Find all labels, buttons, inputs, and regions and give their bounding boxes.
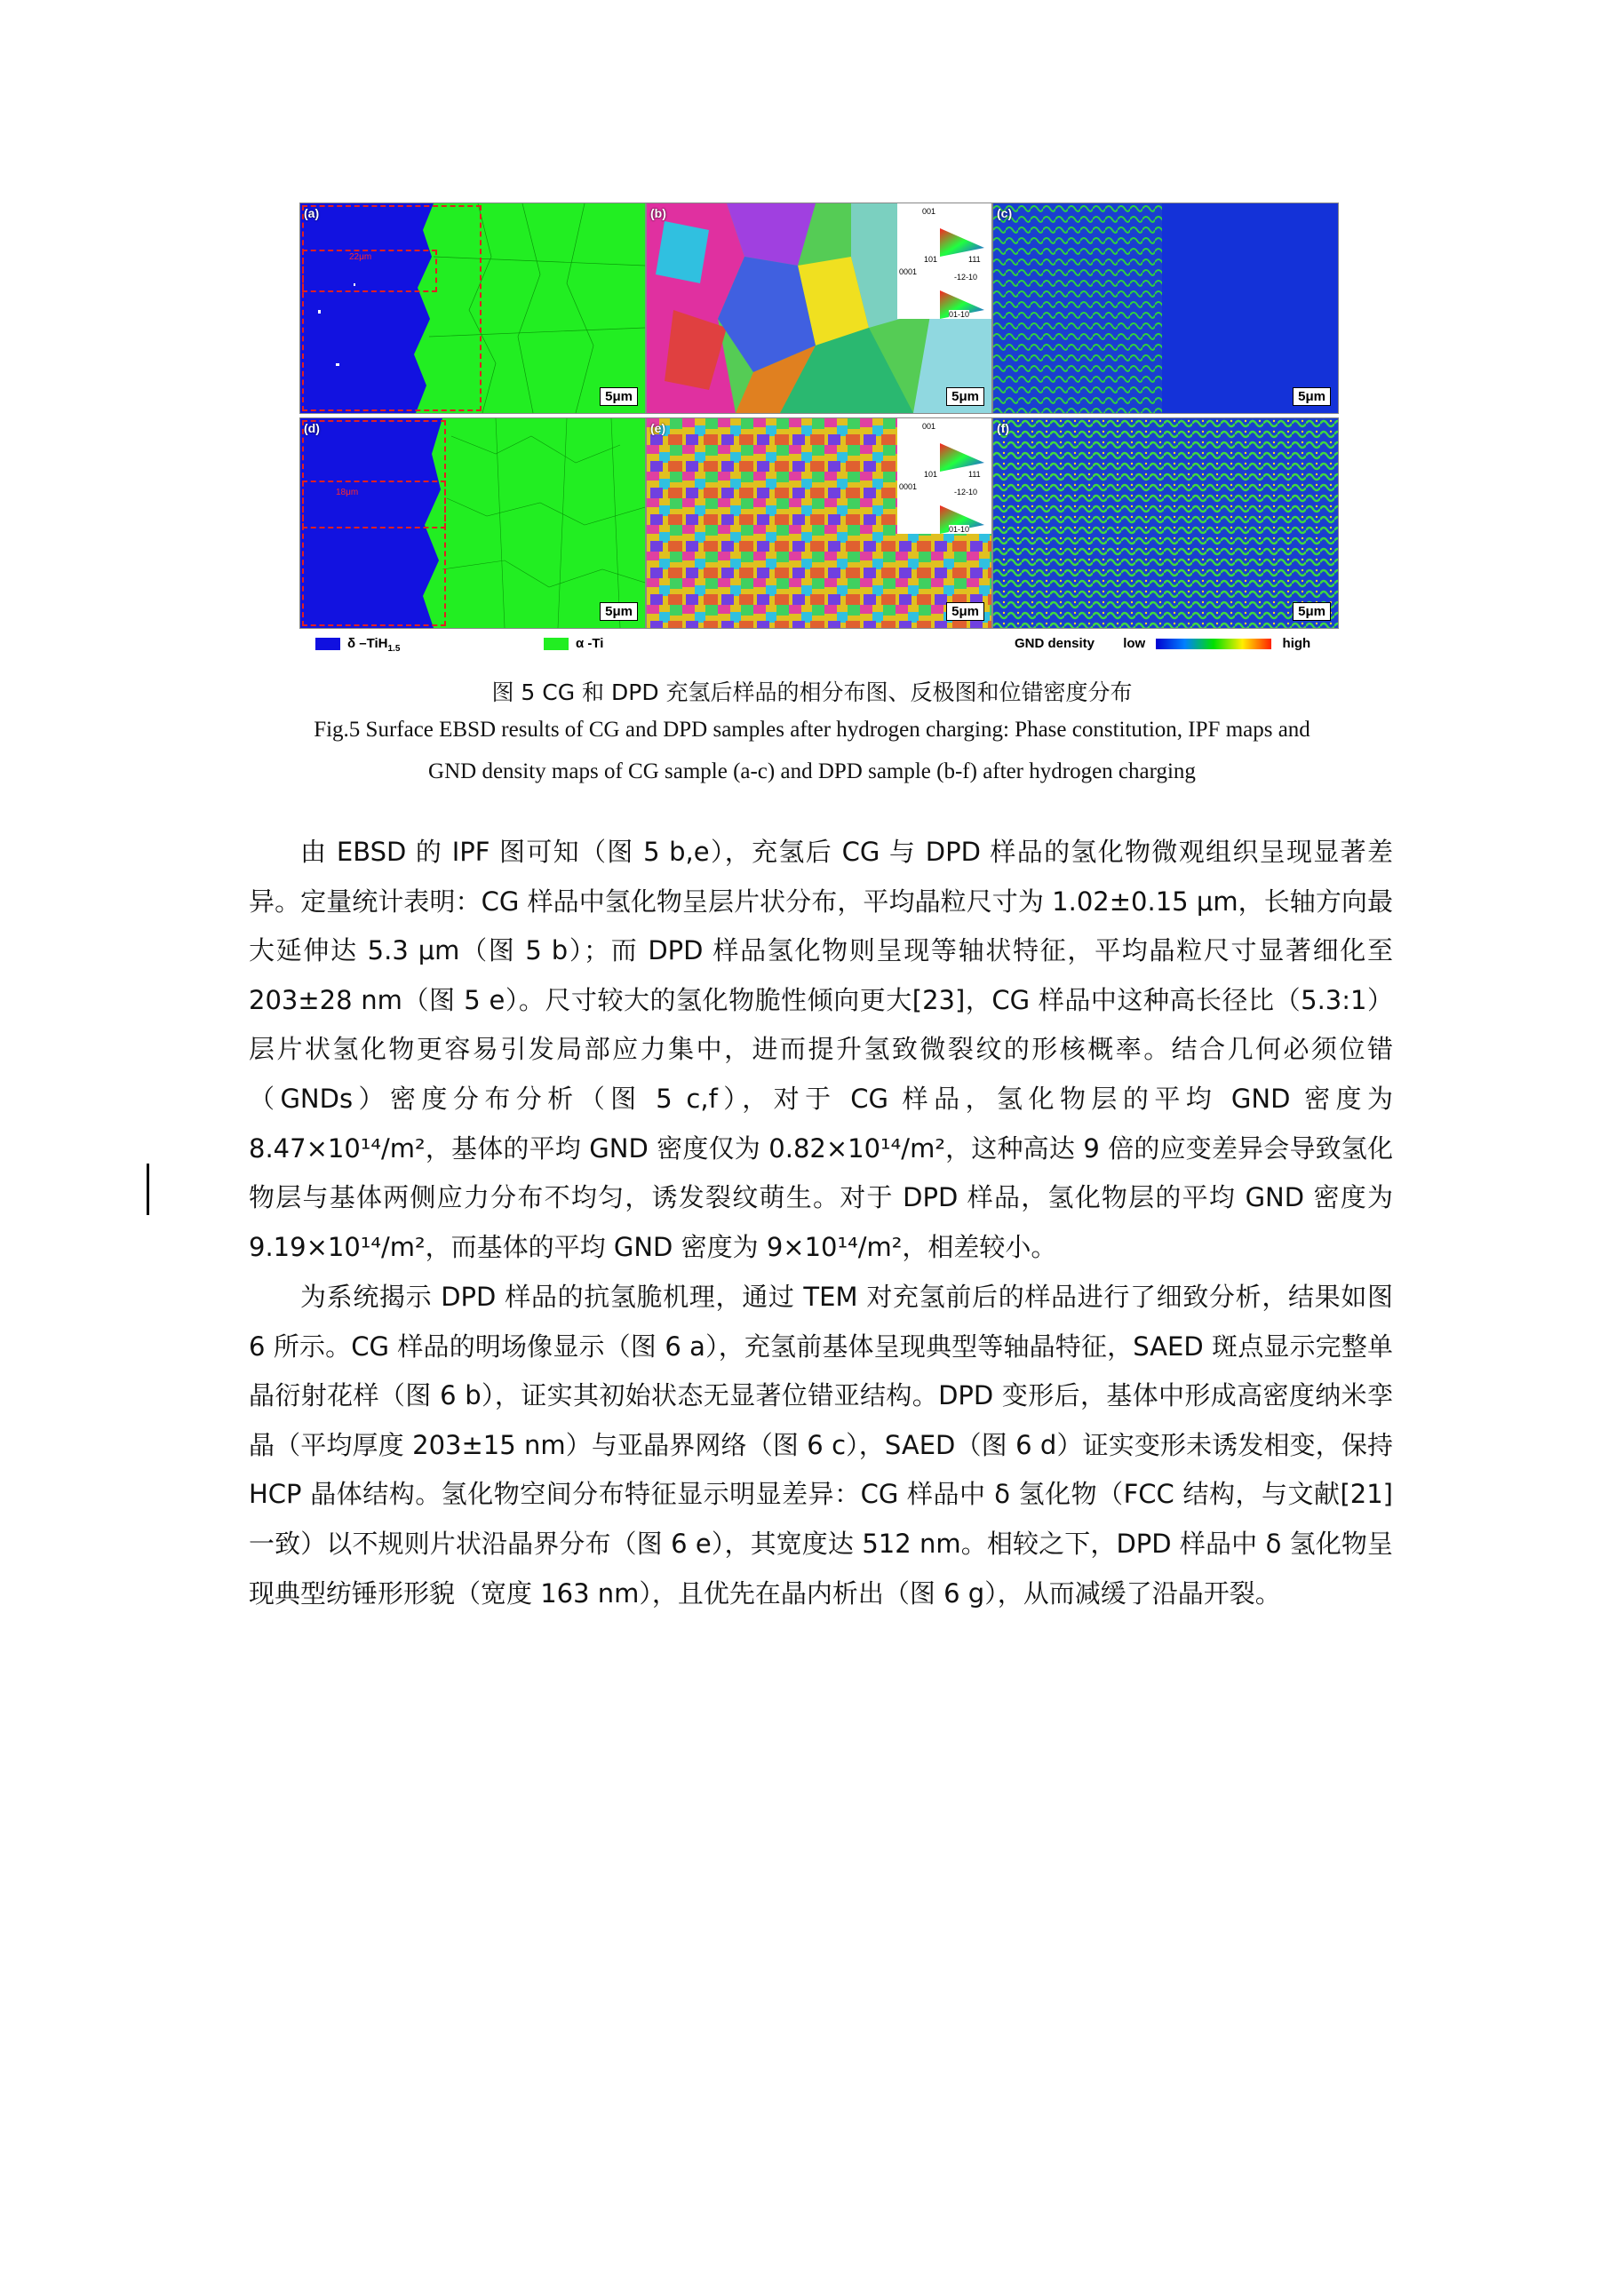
panel-label: (a) [304, 206, 320, 220]
panel-c-gnd-map [992, 203, 1339, 414]
panel-label: (f) [997, 421, 1009, 435]
ipf-key-left: 101 [924, 470, 938, 479]
legend-gnd [1015, 636, 1310, 651]
panel-label: (b) [650, 206, 666, 220]
legend-phase2 [544, 636, 603, 651]
gnd-colorbar [1156, 639, 1271, 649]
scale-bar: 5μm [1293, 602, 1331, 621]
ipf-key-right: 111 [968, 255, 981, 264]
figure-5 [299, 203, 1337, 664]
caption-en-line1: Fig.5 Surface EBSD results of CG and DPD samples after hydrogen charging: Phase constitution, IPF maps and [314, 718, 1310, 742]
ipf-key-top: 001 [922, 422, 936, 431]
panel-label: (e) [650, 421, 666, 435]
panel-d-phase-map [299, 417, 646, 629]
panel-e-ipf-map [646, 417, 992, 629]
panel-label: (c) [997, 206, 1013, 220]
scale-bar: 5μm [600, 602, 638, 621]
panel-a-phase-map [299, 203, 646, 414]
caption-en-line2: GND density maps of CG sample (a-c) and DPD sample (b-f) after hydrogen charging [428, 759, 1196, 783]
scale-bar: 5μm [946, 387, 984, 406]
phase1-swatch [315, 638, 340, 650]
ipf-key-bottom: 01-10 [949, 310, 970, 319]
gnd-low: low [1123, 636, 1146, 651]
phase1-subscript: 1.5 [387, 644, 401, 654]
scale-bar: 5μm [1293, 387, 1331, 406]
phase1-label: δ –TiH [347, 636, 388, 651]
paragraph-2: 为系统揭示 DPD 样品的抗氢脆机理，通过 TEM 对充氢前后的样品进行了细致分析，结果如图 6 所示。CG 样品的明场像显示（图 6 a），充氢前基体呈现典型等轴晶特征，SAED 斑点显示完整单晶衍射花样（图 6 b），证实其初始状态无显著位错亚结构。DPD 变形后，基体中形成高密度纳米孪晶（平均厚度 203±15 nm）与亚晶界网络（图 6 c），SAED（图 6 d）证实变形未诱发相变，保持 HCP 晶体结构。氢化物空间分布特征显示明显差异：CG 样品中 δ 氢化物（FCC 结构，与文献[21]一致）以不规则片状沿晶界分布（图 6 e），其宽度达 512 nm。相较之下，DPD 样品中 δ 氢化物呈现典型纺锤形形貌（宽度 163 nm），且优先在晶内析出（图 6 g），从而减缓了沿晶开裂。 [249, 1282, 1393, 1609]
panel-b-ipf-map [646, 203, 992, 414]
annotation-18um: 18μm [336, 488, 359, 497]
ipf-key-left: 101 [924, 255, 938, 264]
ipf-key-mid-left: 0001 [899, 482, 918, 491]
phase2-label: α -Ti [576, 636, 604, 651]
scale-bar: 5μm [600, 387, 638, 406]
ipf-key-mid-right: -12-10 [954, 488, 978, 497]
paragraph-1: 由 EBSD 的 IPF 图可知（图 5 b,e），充氢后 CG 与 DPD 样品的氢化物微观组织呈现显著差异。定量统计表明：CG 样品中氢化物呈层片状分布，平均晶粒尺寸为 1.02±0.15 μm，长轴方向最大延伸达 5.3 μm（图 5 b）；而 DPD 样品氢化物则呈现等轴状特征，平均晶粒尺寸显著细化至 203±28 nm（图 5 e）。尺寸较大的氢化物脆性倾向更大[23]，CG 样品中这种高长径比（5.3:1）层片状氢化物更容易引发局部应力集中，进而提升氢致微裂纹的形核概率。结合几何必须位错（GNDs）密度分布分析（图 5 c,f），对于 CG 样品，氢化物层的平均 GND 密度为 8.47×10¹⁴/m²，基体的平均 GND 密度仅为 0.82×10¹⁴/m²，这种高达 9 倍的应变差异会导致氢化物层与基体两侧应力分布不均匀，诱发裂纹萌生。对于 DPD 样品，氢化物层的平均 GND 密度为 9.19×10¹⁴/m²，而基体的平均 GND 密度为 9×10¹⁴/m²，相差较小。 [249, 837, 1393, 1262]
ipf-key-top: 001 [922, 207, 936, 216]
ipf-key-right: 111 [968, 470, 981, 479]
ipf-key-mid-left: 0001 [899, 267, 918, 276]
margin-change-bar [147, 1164, 149, 1215]
panel-f-gnd-map [992, 417, 1339, 629]
gnd-label: GND density [1015, 636, 1095, 651]
legend-phase1 [315, 636, 400, 654]
gnd-high: high [1282, 636, 1311, 651]
ipf-key-bottom: 01-10 [949, 525, 970, 534]
scale-bar: 5μm [946, 602, 984, 621]
phase2-swatch [544, 638, 569, 650]
ipf-key-mid-right: -12-10 [954, 273, 978, 282]
caption-cn: 图 5 CG 和 DPD 充氢后样品的相分布图、反极图和位错密度分布 [491, 679, 1133, 705]
annotation-22um: 22μm [349, 252, 372, 262]
panel-label: (d) [304, 421, 320, 435]
